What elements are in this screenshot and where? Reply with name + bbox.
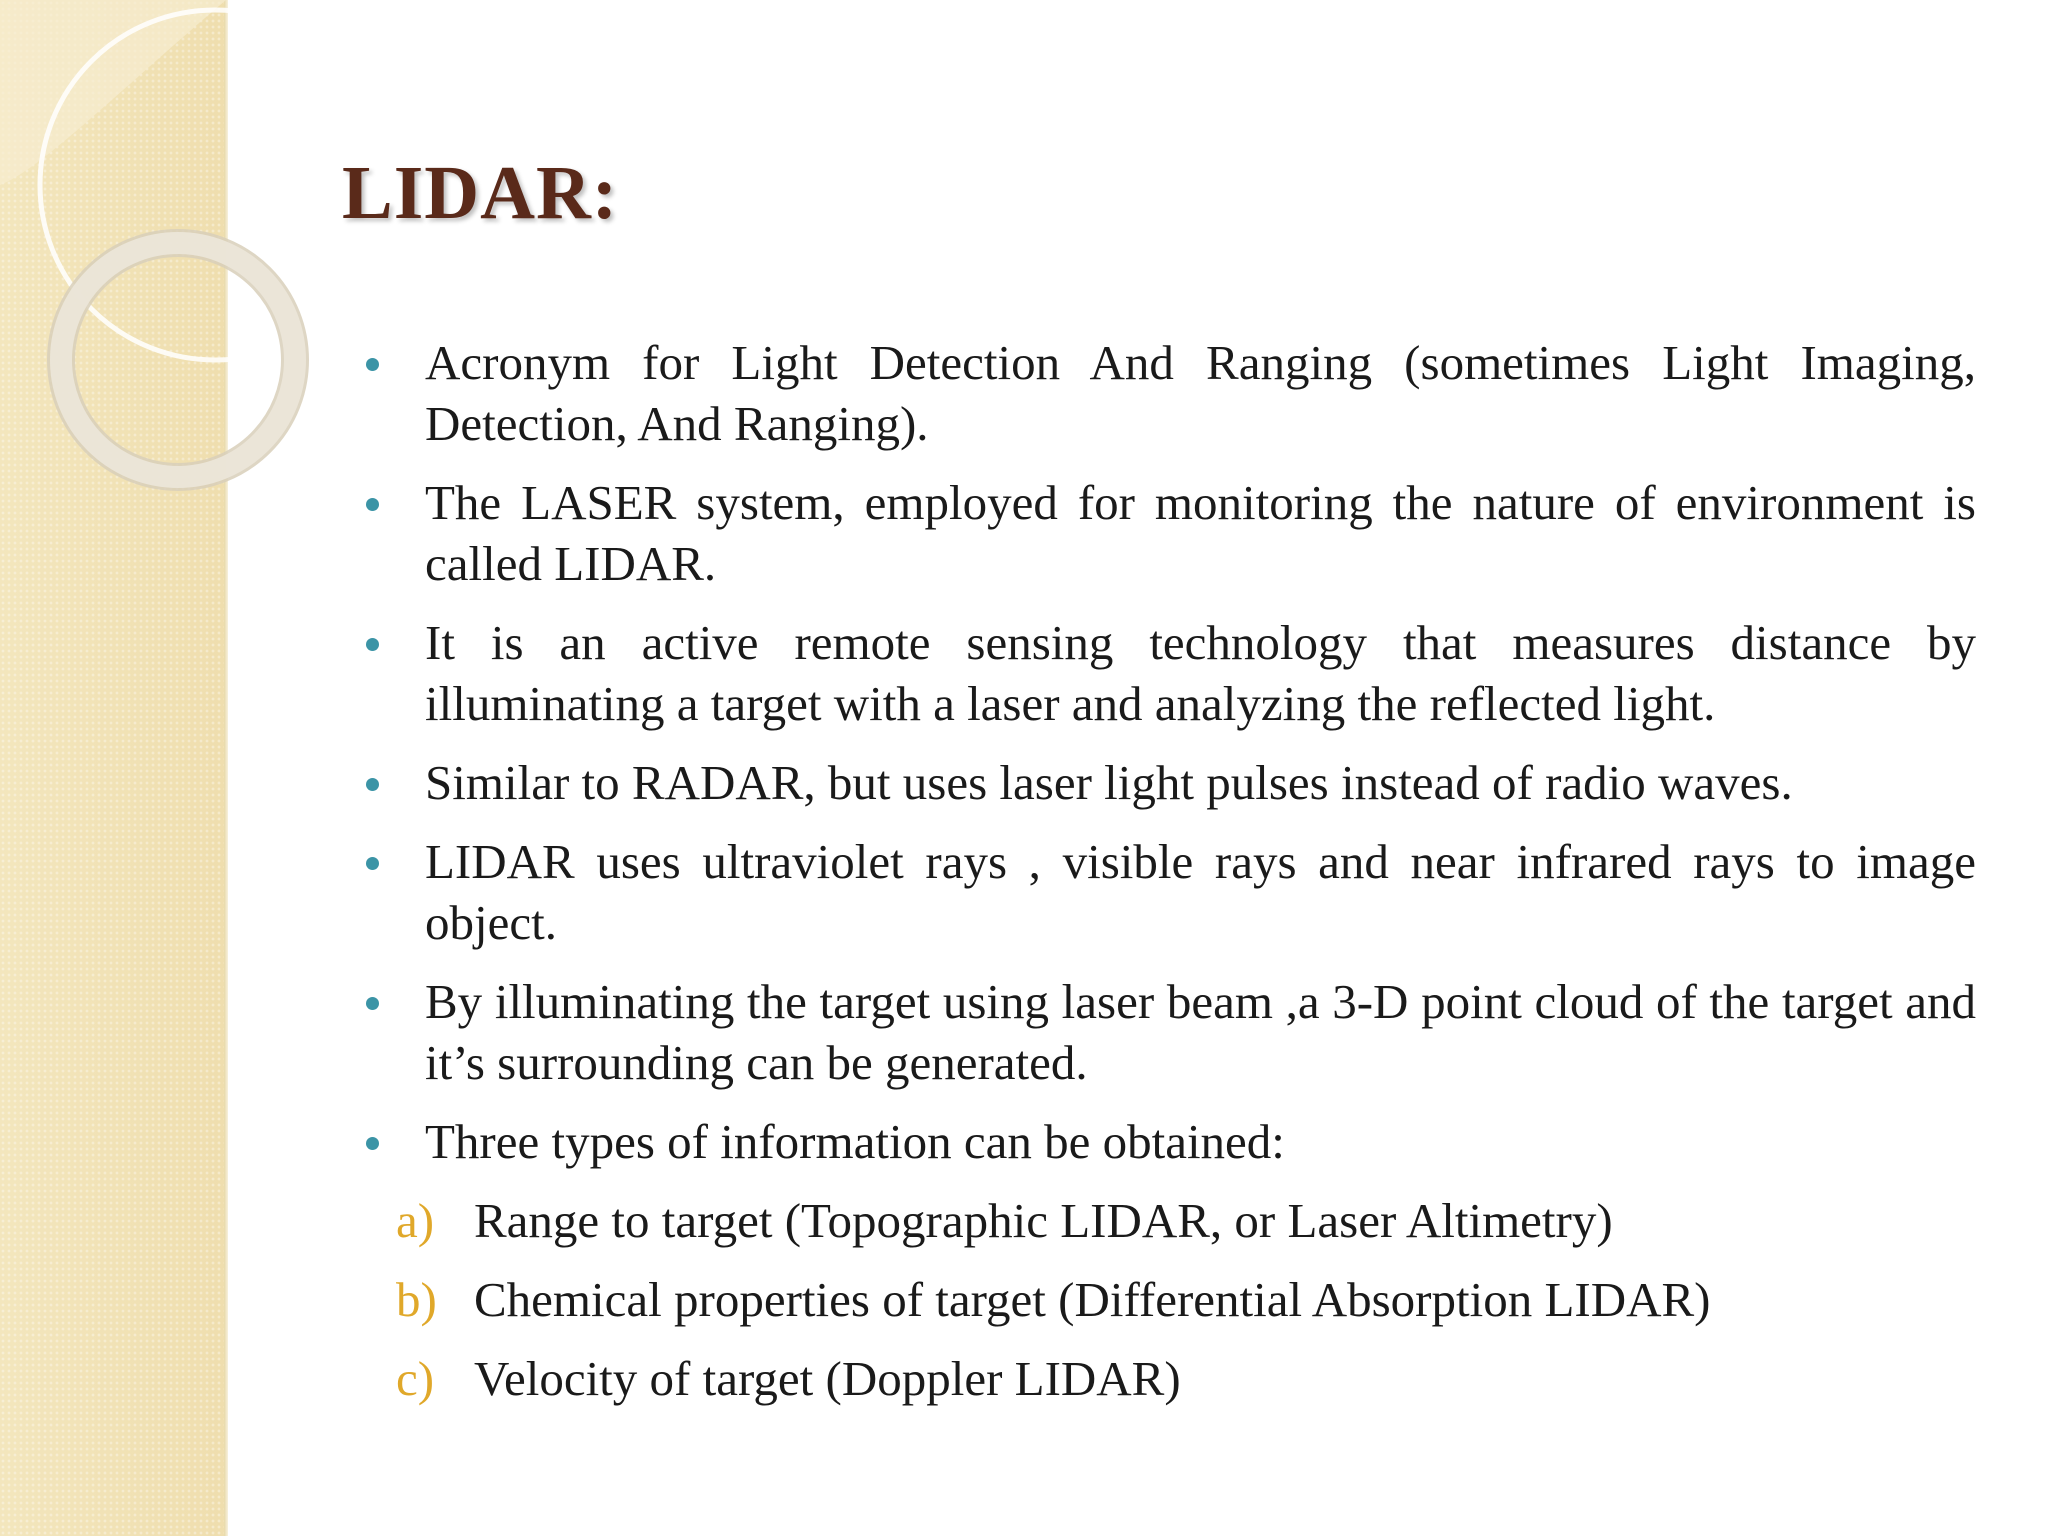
bullet-text: Acronym for Light Detection And Ranging (sometimes Light Imaging, Detection, And Ranging). [425,335,1976,451]
bullet-text: The LASER system, employed for monitoring the nature of environment is called LIDAR. [425,475,1976,591]
bullet-dot-icon [366,498,379,511]
bullet-item [360,472,1976,594]
slide-title: LIDAR: [342,151,619,235]
bullet-list [360,332,1976,1172]
corner-panel [0,0,226,185]
sub-item-text: Range to target (Topographic LIDAR, or Laser Altimetry) [474,1193,1613,1248]
bullet-item [360,332,1976,454]
sub-item [360,1190,1976,1251]
bullet-text: It is an active remote sensing technology that measures distance by illuminating a target with a laser and analyzing the reflected light. [425,615,1976,731]
bullet-dot-icon [366,358,379,371]
bullet-text: By illuminating the target using laser beam ,a 3-D point cloud of the target and it’s surrounding can be generated. [425,974,1976,1090]
bullet-item [360,971,1976,1093]
decorative-circles [0,0,400,520]
bullet-dot-icon [366,857,379,870]
sub-item [360,1348,1976,1409]
bullet-dot-icon [366,638,379,651]
sub-item-marker: a) [396,1193,435,1248]
bullet-dot-icon [366,997,379,1010]
sub-item-text: Velocity of target (Doppler LIDAR) [474,1351,1181,1406]
bullet-text: LIDAR uses ultraviolet rays , visible rays and near infrared rays to image object. [425,834,1976,950]
bullet-text: Three types of information can be obtained: [425,1114,1285,1169]
bullet-item [360,612,1976,734]
bullet-dot-icon [366,778,379,791]
bullet-text: Similar to RADAR, but uses laser light pulses instead of radio waves. [425,755,1793,810]
bullet-dot-icon [366,1137,379,1150]
bullet-item [360,831,1976,953]
slide-content [360,332,1976,1427]
sub-item-text: Chemical properties of target (Differential Absorption LIDAR) [474,1272,1711,1327]
sub-item-marker: c) [396,1351,435,1406]
sub-item-marker: b) [396,1272,437,1327]
sub-list [360,1190,1976,1409]
bullet-item [360,1111,1976,1172]
sub-item [360,1269,1976,1330]
large-ring [40,10,390,360]
thick-ring-highlight [61,243,295,477]
bullet-item [360,752,1976,813]
